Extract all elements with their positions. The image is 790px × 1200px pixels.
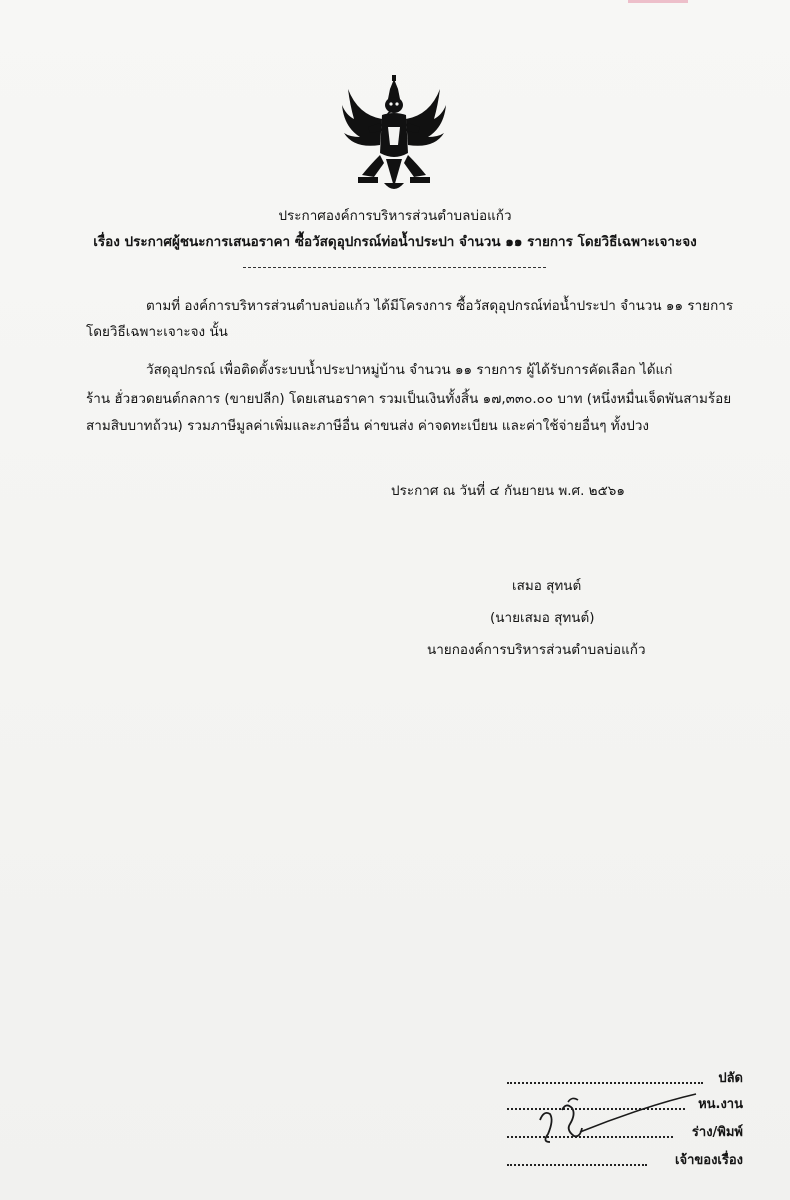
body-paragraph-1-line-1: ตามที่ องค์การบริหารส่วนตำบลบ่อแก้ว ได้มีโครงการ ซื้อวัสดุอุปกรณ์ท่อน้ำประปา จำนวน ๑๑ รายการ	[146, 298, 734, 314]
announcement-title: ประกาศองค์การบริหารส่วนตำบลบ่อแก้ว	[278, 208, 512, 224]
garuda-emblem-icon	[340, 75, 448, 195]
routing-label: ปลัด	[718, 1071, 743, 1086]
routing-dotted-line	[507, 1164, 647, 1166]
routing-label: เจ้าของเรื่อง	[675, 1153, 743, 1168]
body-paragraph-2-line-3: สามสิบบาทถ้วน) รวมภาษีมูลค่าเพิ่มและภาษีอื่น ค่าขนส่ง ค่าจดทะเบียน และค่าใช้จ่ายอื่นๆ ทั้งปวง	[86, 418, 649, 434]
header-divider	[243, 267, 546, 268]
body-paragraph-2-line-1: วัสดุอุปกรณ์ เพื่อติดตั้งระบบน้ำประปาหมู่บ้าน จำนวน ๑๑ รายการ ผู้ได้รับการคัดเลือก ได้แก่	[146, 362, 673, 378]
signatory-position: นายกองค์การบริหารส่วนตำบลบ่อแก้ว	[427, 642, 646, 658]
routing-label: ร่าง/พิมพ์	[691, 1125, 743, 1140]
routing-row	[505, 1150, 743, 1170]
announcement-subject: เรื่อง ประกาศผู้ชนะการเสนอราคา ซื้อวัสดุอุปกรณ์ท่อน้ำประปา จำนวน ๑๑ รายการ โดยวิธีเฉพาะเจาะจง	[93, 234, 697, 250]
routing-label: หน.งาน	[698, 1097, 743, 1112]
body-paragraph-1-line-2: โดยวิธีเฉพาะเจาะจง นั้น	[86, 324, 228, 340]
handwritten-initials	[520, 1080, 700, 1150]
edge-mark	[628, 0, 688, 3]
body-paragraph-2-line-2: ร้าน ฮั่วฮวดยนต์กลการ (ขายปลีก) โดยเสนอราคา รวมเป็นเงินทั้งสิ้น ๑๗,๓๓๐.๐๐ บาท (หนึ่งหมื่นเจ็ดพันสามร้อย	[86, 391, 732, 407]
announcement-date: ประกาศ ณ วันที่ ๔ กันยายน พ.ศ. ๒๕๖๑	[391, 483, 625, 499]
signature-name: เสมอ สุทนต์	[512, 578, 582, 594]
signatory-full-name: (นายเสมอ สุทนต์)	[490, 610, 595, 626]
